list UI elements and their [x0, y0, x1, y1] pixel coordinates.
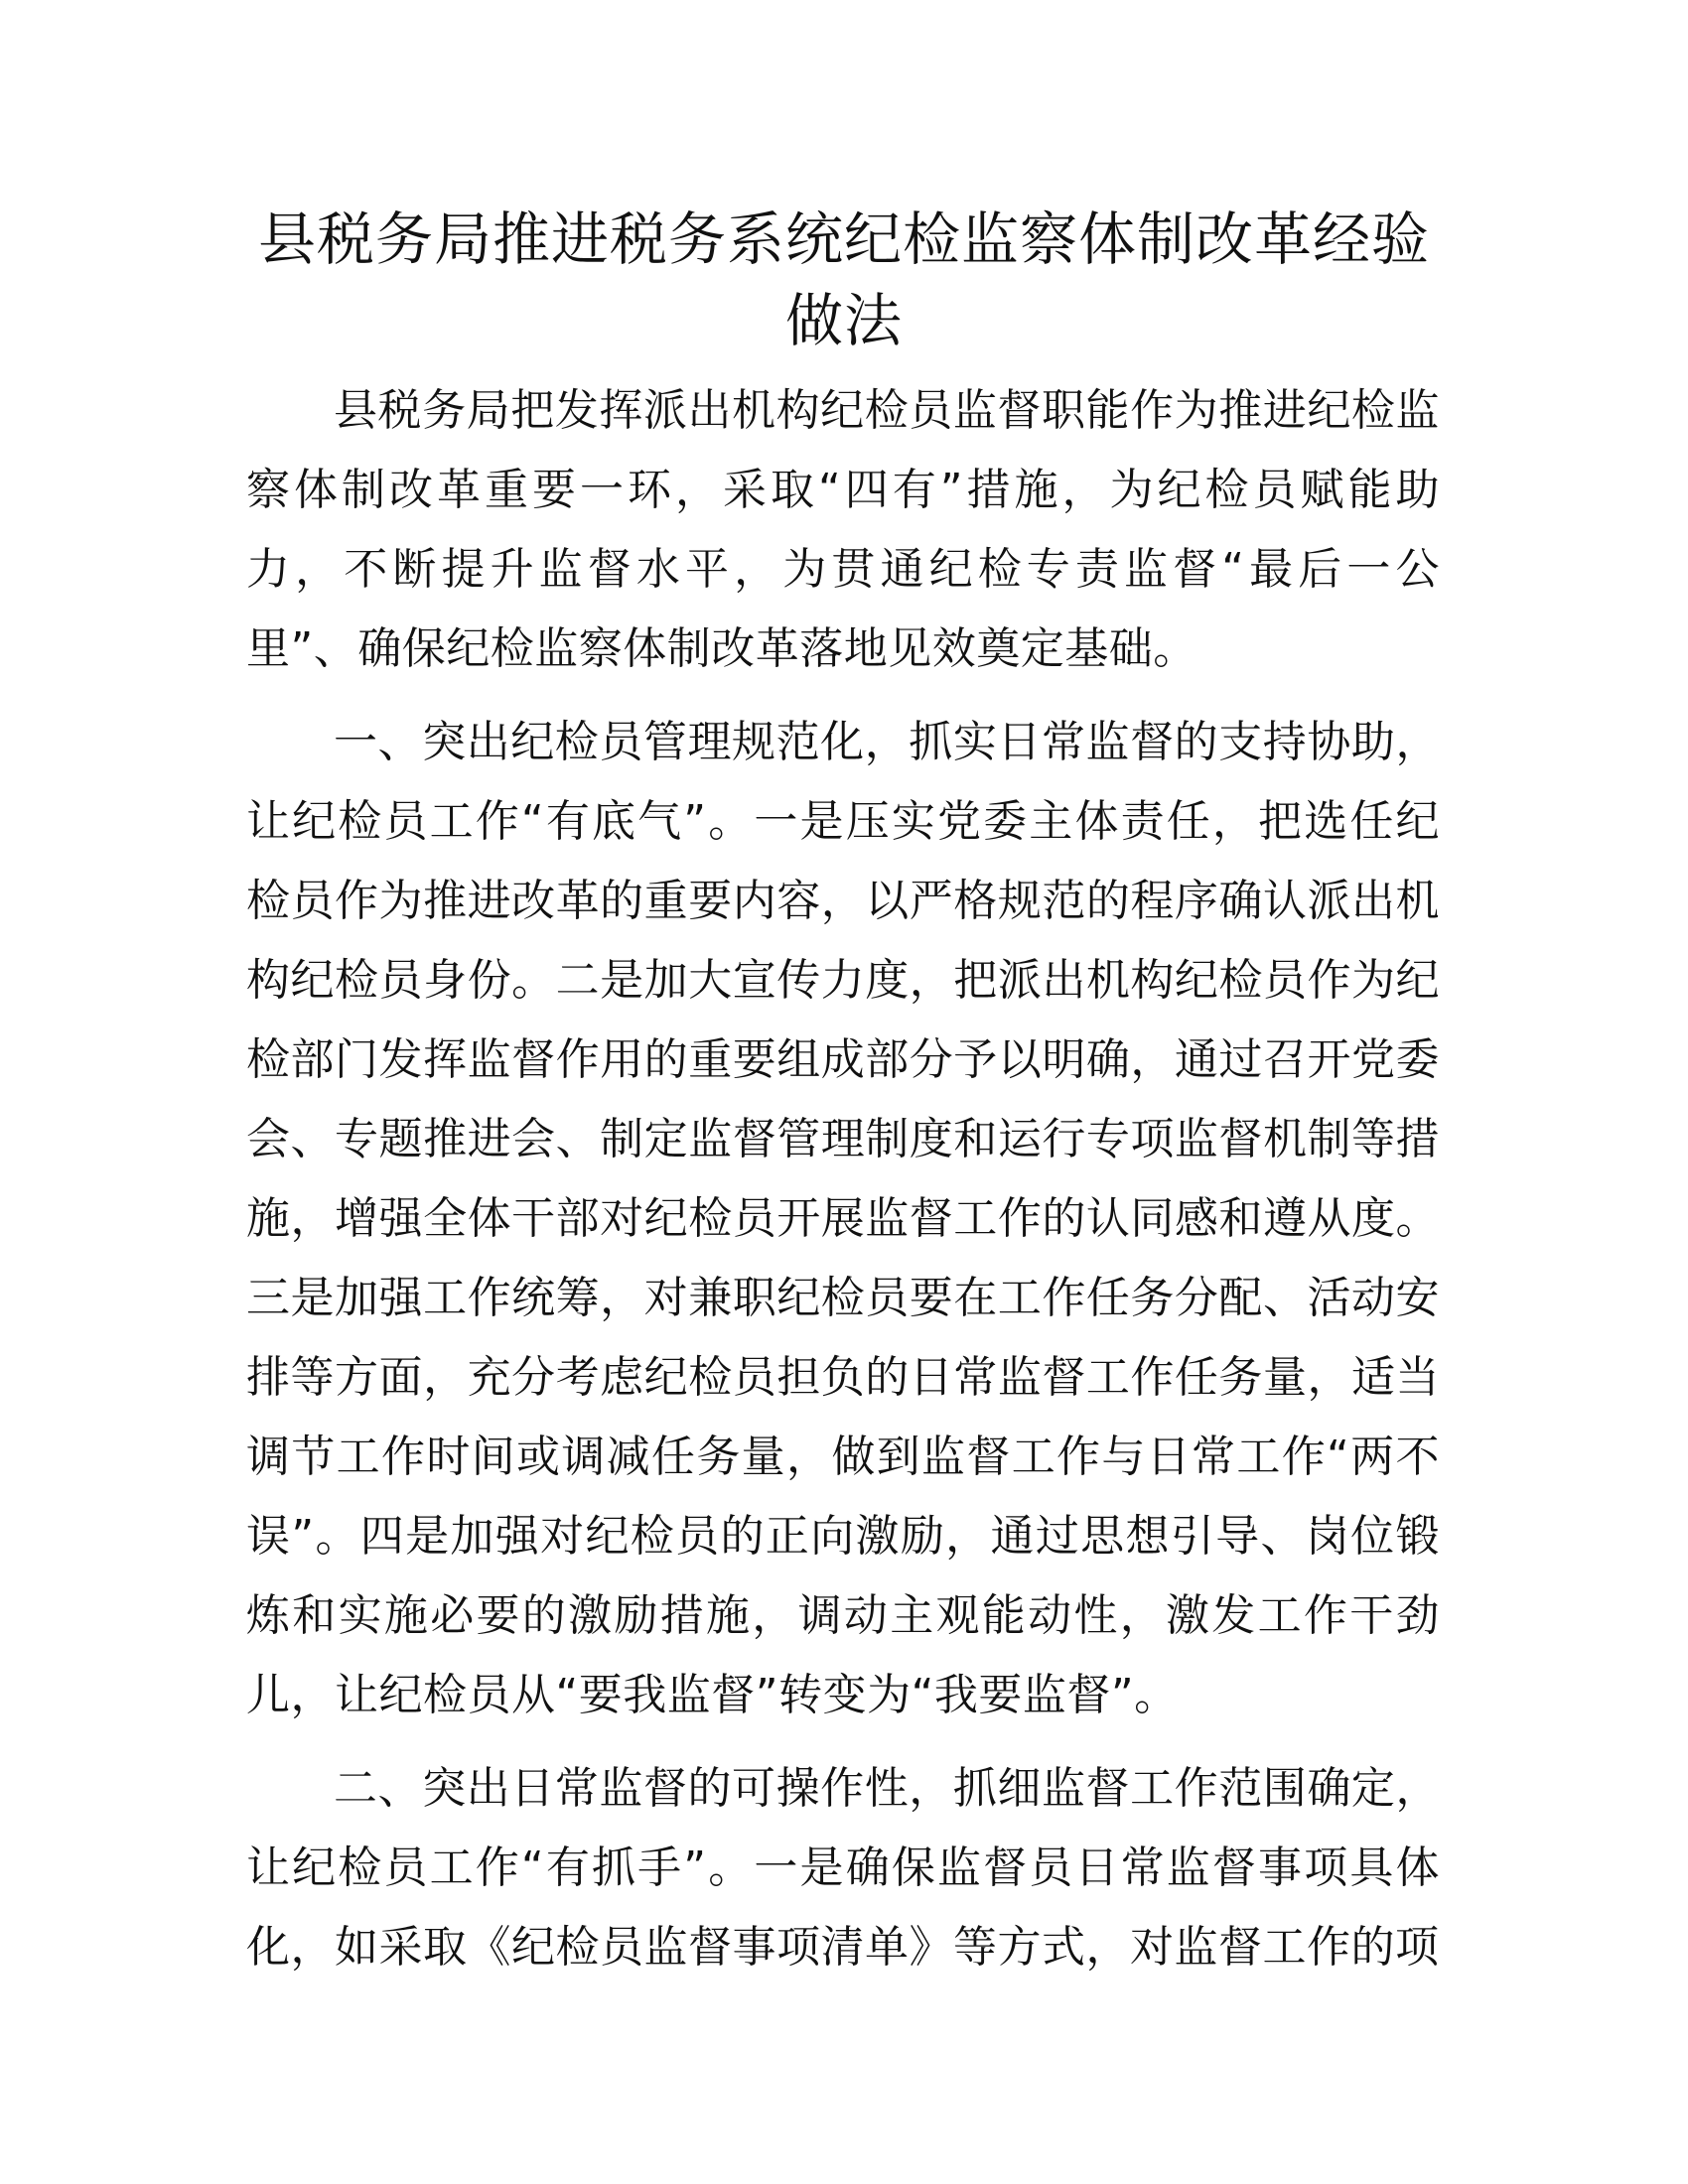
document-title: 县税务局推进税务系统纪检监察体制改革经验做法	[257, 205, 1430, 354]
paragraph-intro: 县税务局把发挥派出机构纪检员监督职能作为推进纪检监察体制改革重要一环，采取“四有”措施，为纪检员赋能助力，不断提升监督水平，为贯通纪检专责监督“最后一公里”、确保纪检监察体制改革落地见效奠定基础。	[246, 385, 1440, 674]
paragraph-section-2: 二、突出日常监督的可操作性，抓细监督工作范围确定，让纪检员工作“有抓手”。一是确保监督员日常监督事项具体化，如采取《纪检员监督事项清单》等方式，对监督工作的项	[246, 1763, 1440, 1973]
document-body	[246, 371, 1440, 2001]
paragraph-section-1: 一、突出纪检员管理规范化，抓实日常监督的支持协助，让纪检员工作“有底气”。一是压实党委主体责任，把选任纪检员作为推进改革的重要内容，以严格规范的程序确认派出机构纪检员身份。二是加大宣传力度，把派出机构纪检员作为纪检部门发挥监督作用的重要组成部分予以明确，通过召开党委会、专题推进会、制定监督管理制度和运行专项监督机制等措施，增强全体干部对纪检员开展监督工作的认同感和遵从度。三是加强工作统筹，对兼职纪检员要在工作任务分配、活动安排等方面，充分考虑纪检员担负的日常监督工作任务量，适当调节工作时间或调减任务量，做到监督工作与日常工作“两不误”。四是加强对纪检员的正向激励，通过思想引导、岗位锻炼和实施必要的激励措施，调动主观能动性，激发工作干劲儿，让纪检员从“要我监督”转变为“我要监督”。	[246, 717, 1440, 1720]
